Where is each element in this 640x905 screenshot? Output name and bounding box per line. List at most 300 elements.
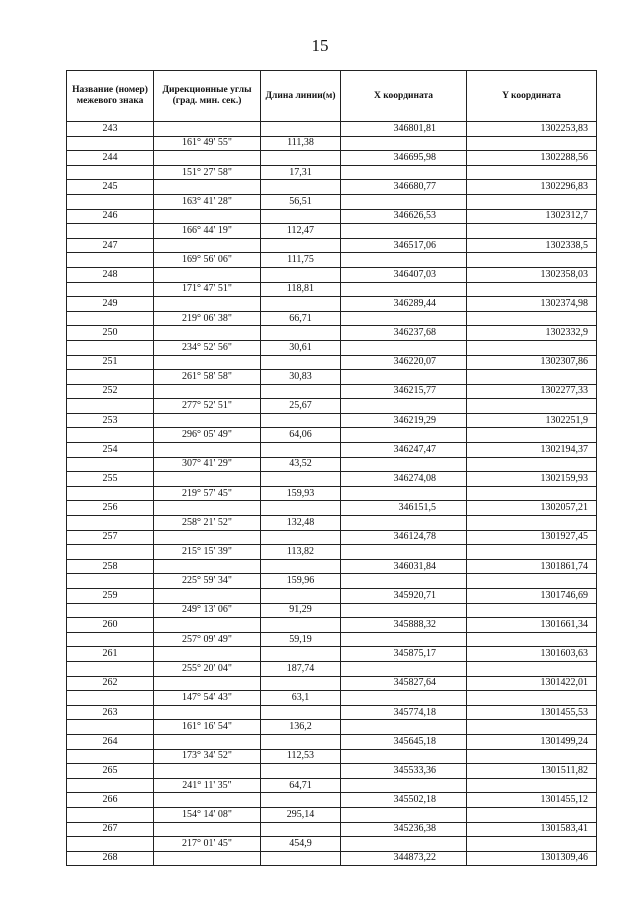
x-coordinate-cell: 345888,32	[341, 618, 467, 633]
table-row-point	[67, 297, 597, 312]
line-length-cell: 63,1	[261, 691, 341, 706]
empty-cell	[154, 413, 261, 428]
table-row-segment	[67, 778, 597, 793]
point-name-cell: 265	[67, 764, 154, 779]
empty-cell	[467, 136, 597, 151]
empty-cell	[154, 647, 261, 662]
direction-angle-cell: 161° 16' 54"	[154, 720, 261, 735]
direction-angle-cell: 241° 11' 35"	[154, 778, 261, 793]
empty-cell	[261, 297, 341, 312]
direction-angle-cell: 261° 58' 58"	[154, 370, 261, 385]
y-coordinate-cell: 1301455,53	[467, 705, 597, 720]
table-row-segment	[67, 516, 597, 531]
empty-cell	[261, 326, 341, 341]
direction-angle-cell: 219° 57' 45"	[154, 486, 261, 501]
empty-cell	[67, 340, 154, 355]
empty-cell	[341, 807, 467, 822]
header-line-length: Длина линии(м)	[261, 71, 341, 122]
empty-cell	[261, 618, 341, 633]
point-name-cell: 245	[67, 180, 154, 195]
table-row-point	[67, 238, 597, 253]
table-row-point	[67, 209, 597, 224]
point-name-cell: 256	[67, 501, 154, 516]
table-row-point	[67, 122, 597, 137]
direction-angle-cell: 296° 05' 49"	[154, 428, 261, 443]
empty-cell	[467, 165, 597, 180]
line-length-cell: 91,29	[261, 603, 341, 618]
empty-cell	[341, 428, 467, 443]
empty-cell	[467, 632, 597, 647]
x-coordinate-cell: 346626,53	[341, 209, 467, 224]
point-name-cell: 249	[67, 297, 154, 312]
line-length-cell: 159,96	[261, 574, 341, 589]
y-coordinate-cell: 1301455,12	[467, 793, 597, 808]
direction-angle-cell: 163° 41' 28"	[154, 194, 261, 209]
empty-cell	[467, 253, 597, 268]
table-row-segment	[67, 136, 597, 151]
empty-cell	[261, 180, 341, 195]
empty-cell	[154, 267, 261, 282]
empty-cell	[467, 778, 597, 793]
empty-cell	[261, 267, 341, 282]
empty-cell	[261, 705, 341, 720]
table-row-point	[67, 267, 597, 282]
table-row-segment	[67, 340, 597, 355]
empty-cell	[67, 661, 154, 676]
empty-cell	[154, 122, 261, 137]
empty-cell	[67, 311, 154, 326]
empty-cell	[467, 807, 597, 822]
empty-cell	[341, 574, 467, 589]
empty-cell	[261, 647, 341, 662]
table-row-segment	[67, 807, 597, 822]
empty-cell	[67, 399, 154, 414]
empty-cell	[467, 457, 597, 472]
empty-cell	[67, 457, 154, 472]
table-row-segment	[67, 370, 597, 385]
point-name-cell: 252	[67, 384, 154, 399]
point-name-cell: 261	[67, 647, 154, 662]
empty-cell	[467, 720, 597, 735]
empty-cell	[154, 209, 261, 224]
direction-angle-cell: 217° 01' 45"	[154, 837, 261, 852]
empty-cell	[154, 472, 261, 487]
empty-cell	[341, 282, 467, 297]
empty-cell	[67, 165, 154, 180]
header-direction-angle: Дирекционные углы (град. мин. сек.)	[154, 71, 261, 122]
empty-cell	[467, 282, 597, 297]
x-coordinate-cell: 346215,77	[341, 384, 467, 399]
y-coordinate-cell: 1301746,69	[467, 589, 597, 604]
direction-angle-cell: 225° 59' 34"	[154, 574, 261, 589]
y-coordinate-cell: 1302296,83	[467, 180, 597, 195]
point-name-cell: 262	[67, 676, 154, 691]
line-length-cell: 30,83	[261, 370, 341, 385]
empty-cell	[261, 676, 341, 691]
point-name-cell: 259	[67, 589, 154, 604]
x-coordinate-cell: 346680,77	[341, 180, 467, 195]
y-coordinate-cell: 1302312,7	[467, 209, 597, 224]
empty-cell	[467, 603, 597, 618]
table-row-segment	[67, 574, 597, 589]
table-row-segment	[67, 661, 597, 676]
table-row-point	[67, 793, 597, 808]
table-row-point	[67, 822, 597, 837]
table-row-point	[67, 851, 597, 866]
table-row-segment	[67, 837, 597, 852]
header-point-name: Название (номер) межевого знака	[67, 71, 154, 122]
empty-cell	[67, 632, 154, 647]
empty-cell	[341, 632, 467, 647]
y-coordinate-cell: 1302194,37	[467, 443, 597, 458]
empty-cell	[154, 705, 261, 720]
y-coordinate-cell: 1301661,34	[467, 618, 597, 633]
empty-cell	[261, 384, 341, 399]
line-length-cell: 132,48	[261, 516, 341, 531]
empty-cell	[154, 822, 261, 837]
table-row-point	[67, 501, 597, 516]
empty-cell	[154, 151, 261, 166]
empty-cell	[467, 516, 597, 531]
table-row-point	[67, 180, 597, 195]
line-length-cell: 187,74	[261, 661, 341, 676]
empty-cell	[467, 340, 597, 355]
x-coordinate-cell: 346801,81	[341, 122, 467, 137]
table-row-point	[67, 764, 597, 779]
empty-cell	[154, 559, 261, 574]
empty-cell	[467, 399, 597, 414]
table-row-point	[67, 589, 597, 604]
direction-angle-cell: 277° 52' 51"	[154, 399, 261, 414]
table-row-segment	[67, 720, 597, 735]
empty-cell	[67, 370, 154, 385]
line-length-cell: 64,06	[261, 428, 341, 443]
y-coordinate-cell: 1302251,9	[467, 413, 597, 428]
table-row-segment	[67, 691, 597, 706]
empty-cell	[261, 501, 341, 516]
x-coordinate-cell: 346517,06	[341, 238, 467, 253]
empty-cell	[261, 209, 341, 224]
direction-angle-cell: 161° 49' 55"	[154, 136, 261, 151]
line-length-cell: 30,61	[261, 340, 341, 355]
empty-cell	[154, 384, 261, 399]
point-name-cell: 258	[67, 559, 154, 574]
table-row-segment	[67, 165, 597, 180]
table-row-point	[67, 384, 597, 399]
point-name-cell: 250	[67, 326, 154, 341]
empty-cell	[261, 530, 341, 545]
empty-cell	[261, 793, 341, 808]
table-row-point	[67, 647, 597, 662]
empty-cell	[467, 574, 597, 589]
table-row-segment	[67, 749, 597, 764]
direction-angle-cell: 234° 52' 56"	[154, 340, 261, 355]
direction-angle-cell: 255° 20' 04"	[154, 661, 261, 676]
y-coordinate-cell: 1301422,01	[467, 676, 597, 691]
boundary-coordinates-table	[66, 70, 597, 866]
table-row-point	[67, 705, 597, 720]
empty-cell	[261, 151, 341, 166]
x-coordinate-cell: 345236,38	[341, 822, 467, 837]
x-coordinate-cell: 345533,36	[341, 764, 467, 779]
point-name-cell: 248	[67, 267, 154, 282]
point-name-cell: 264	[67, 734, 154, 749]
point-name-cell: 244	[67, 151, 154, 166]
x-coordinate-cell: 345774,18	[341, 705, 467, 720]
page-number: 15	[311, 36, 329, 55]
empty-cell	[154, 326, 261, 341]
empty-cell	[67, 837, 154, 852]
empty-cell	[341, 340, 467, 355]
table-row-point	[67, 326, 597, 341]
table-row-segment	[67, 399, 597, 414]
line-length-cell: 64,71	[261, 778, 341, 793]
y-coordinate-cell: 1302253,83	[467, 122, 597, 137]
point-name-cell: 254	[67, 443, 154, 458]
table-row-segment	[67, 253, 597, 268]
point-name-cell: 263	[67, 705, 154, 720]
empty-cell	[341, 136, 467, 151]
empty-cell	[154, 443, 261, 458]
point-name-cell: 267	[67, 822, 154, 837]
y-coordinate-cell: 1301603,63	[467, 647, 597, 662]
line-length-cell: 112,47	[261, 224, 341, 239]
y-coordinate-cell: 1302057,21	[467, 501, 597, 516]
empty-cell	[67, 749, 154, 764]
y-coordinate-cell: 1301861,74	[467, 559, 597, 574]
table-row-segment	[67, 282, 597, 297]
empty-cell	[341, 370, 467, 385]
line-length-cell: 17,31	[261, 165, 341, 180]
y-coordinate-cell: 1302288,56	[467, 151, 597, 166]
x-coordinate-cell: 346695,98	[341, 151, 467, 166]
y-coordinate-cell: 1302277,33	[467, 384, 597, 399]
point-name-cell: 246	[67, 209, 154, 224]
line-length-cell: 59,19	[261, 632, 341, 647]
line-length-cell: 43,52	[261, 457, 341, 472]
empty-cell	[154, 589, 261, 604]
empty-cell	[67, 516, 154, 531]
line-length-cell: 136,2	[261, 720, 341, 735]
x-coordinate-cell: 346220,07	[341, 355, 467, 370]
empty-cell	[467, 691, 597, 706]
empty-cell	[467, 224, 597, 239]
empty-cell	[467, 311, 597, 326]
empty-cell	[341, 837, 467, 852]
empty-cell	[261, 822, 341, 837]
x-coordinate-cell: 345920,71	[341, 589, 467, 604]
x-coordinate-cell: 346274,08	[341, 472, 467, 487]
x-coordinate-cell: 346219,29	[341, 413, 467, 428]
table-row-segment	[67, 545, 597, 560]
empty-cell	[67, 720, 154, 735]
y-coordinate-cell: 1302358,03	[467, 267, 597, 282]
table-row-segment	[67, 632, 597, 647]
empty-cell	[341, 516, 467, 531]
line-length-cell: 295,14	[261, 807, 341, 822]
empty-cell	[341, 486, 467, 501]
direction-angle-cell: 169° 56' 06"	[154, 253, 261, 268]
empty-cell	[67, 194, 154, 209]
x-coordinate-cell: 346289,44	[341, 297, 467, 312]
empty-cell	[341, 399, 467, 414]
empty-cell	[67, 691, 154, 706]
empty-cell	[67, 574, 154, 589]
table-row-point	[67, 734, 597, 749]
empty-cell	[467, 428, 597, 443]
empty-cell	[154, 851, 261, 866]
empty-cell	[341, 545, 467, 560]
table-row-point	[67, 530, 597, 545]
table-row-point	[67, 618, 597, 633]
y-coordinate-cell: 1301511,82	[467, 764, 597, 779]
table-row-segment	[67, 194, 597, 209]
y-coordinate-cell: 1302374,98	[467, 297, 597, 312]
table-row-point	[67, 443, 597, 458]
point-name-cell: 251	[67, 355, 154, 370]
table-body	[67, 122, 597, 866]
empty-cell	[341, 194, 467, 209]
empty-cell	[341, 749, 467, 764]
direction-angle-cell: 257° 09' 49"	[154, 632, 261, 647]
empty-cell	[67, 545, 154, 560]
y-coordinate-cell: 1302307,86	[467, 355, 597, 370]
y-coordinate-cell: 1302159,93	[467, 472, 597, 487]
empty-cell	[261, 734, 341, 749]
table-row-point	[67, 413, 597, 428]
empty-cell	[467, 486, 597, 501]
table-row-point	[67, 676, 597, 691]
x-coordinate-cell: 345645,18	[341, 734, 467, 749]
table-row-point	[67, 151, 597, 166]
empty-cell	[261, 355, 341, 370]
x-coordinate-cell: 344873,22	[341, 851, 467, 866]
table-row-point	[67, 472, 597, 487]
empty-cell	[261, 589, 341, 604]
direction-angle-cell: 307° 41' 29"	[154, 457, 261, 472]
empty-cell	[261, 238, 341, 253]
x-coordinate-cell: 346237,68	[341, 326, 467, 341]
x-coordinate-cell: 346407,03	[341, 267, 467, 282]
empty-cell	[341, 165, 467, 180]
point-name-cell: 243	[67, 122, 154, 137]
direction-angle-cell: 171° 47' 51"	[154, 282, 261, 297]
header-y-coordinate: Y координата	[467, 71, 597, 122]
empty-cell	[154, 618, 261, 633]
line-length-cell: 66,71	[261, 311, 341, 326]
table-row-segment	[67, 457, 597, 472]
table-row-point	[67, 559, 597, 574]
empty-cell	[467, 194, 597, 209]
empty-cell	[341, 457, 467, 472]
line-length-cell: 111,75	[261, 253, 341, 268]
empty-cell	[154, 793, 261, 808]
empty-cell	[341, 253, 467, 268]
table-row-point	[67, 355, 597, 370]
x-coordinate-cell: 345502,18	[341, 793, 467, 808]
direction-angle-cell: 249° 13' 06"	[154, 603, 261, 618]
point-name-cell: 260	[67, 618, 154, 633]
empty-cell	[341, 311, 467, 326]
empty-cell	[261, 443, 341, 458]
empty-cell	[154, 734, 261, 749]
table-row-segment	[67, 486, 597, 501]
table-header-row	[67, 71, 597, 122]
line-length-cell: 56,51	[261, 194, 341, 209]
empty-cell	[67, 486, 154, 501]
empty-cell	[67, 253, 154, 268]
x-coordinate-cell: 346151,5	[341, 501, 467, 516]
empty-cell	[261, 559, 341, 574]
empty-cell	[67, 778, 154, 793]
empty-cell	[261, 472, 341, 487]
empty-cell	[467, 370, 597, 385]
line-length-cell: 118,81	[261, 282, 341, 297]
y-coordinate-cell: 1302338,5	[467, 238, 597, 253]
empty-cell	[67, 282, 154, 297]
x-coordinate-cell: 345827,64	[341, 676, 467, 691]
empty-cell	[154, 355, 261, 370]
line-length-cell: 159,93	[261, 486, 341, 501]
table-row-segment	[67, 224, 597, 239]
direction-angle-cell: 147° 54' 43"	[154, 691, 261, 706]
line-length-cell: 25,67	[261, 399, 341, 414]
x-coordinate-cell: 346247,47	[341, 443, 467, 458]
empty-cell	[67, 428, 154, 443]
line-length-cell: 113,82	[261, 545, 341, 560]
empty-cell	[154, 764, 261, 779]
x-coordinate-cell: 346124,78	[341, 530, 467, 545]
point-name-cell: 257	[67, 530, 154, 545]
y-coordinate-cell: 1301499,24	[467, 734, 597, 749]
line-length-cell: 112,53	[261, 749, 341, 764]
point-name-cell: 268	[67, 851, 154, 866]
empty-cell	[154, 676, 261, 691]
table-row-segment	[67, 603, 597, 618]
empty-cell	[67, 136, 154, 151]
empty-cell	[341, 603, 467, 618]
direction-angle-cell: 215° 15' 39"	[154, 545, 261, 560]
empty-cell	[154, 238, 261, 253]
empty-cell	[341, 778, 467, 793]
header-x-coordinate: X координата	[341, 71, 467, 122]
empty-cell	[467, 749, 597, 764]
direction-angle-cell: 166° 44' 19"	[154, 224, 261, 239]
empty-cell	[467, 661, 597, 676]
x-coordinate-cell: 346031,84	[341, 559, 467, 574]
y-coordinate-cell: 1302332,9	[467, 326, 597, 341]
empty-cell	[261, 122, 341, 137]
table-row-segment	[67, 311, 597, 326]
empty-cell	[341, 720, 467, 735]
empty-cell	[261, 413, 341, 428]
empty-cell	[341, 661, 467, 676]
line-length-cell: 454,9	[261, 837, 341, 852]
point-name-cell: 247	[67, 238, 154, 253]
empty-cell	[467, 545, 597, 560]
empty-cell	[154, 501, 261, 516]
empty-cell	[341, 691, 467, 706]
empty-cell	[261, 851, 341, 866]
empty-cell	[67, 807, 154, 822]
empty-cell	[67, 224, 154, 239]
point-name-cell: 253	[67, 413, 154, 428]
direction-angle-cell: 151° 27' 58"	[154, 165, 261, 180]
empty-cell	[261, 764, 341, 779]
point-name-cell: 255	[67, 472, 154, 487]
table-row-segment	[67, 428, 597, 443]
direction-angle-cell: 219° 06' 38"	[154, 311, 261, 326]
